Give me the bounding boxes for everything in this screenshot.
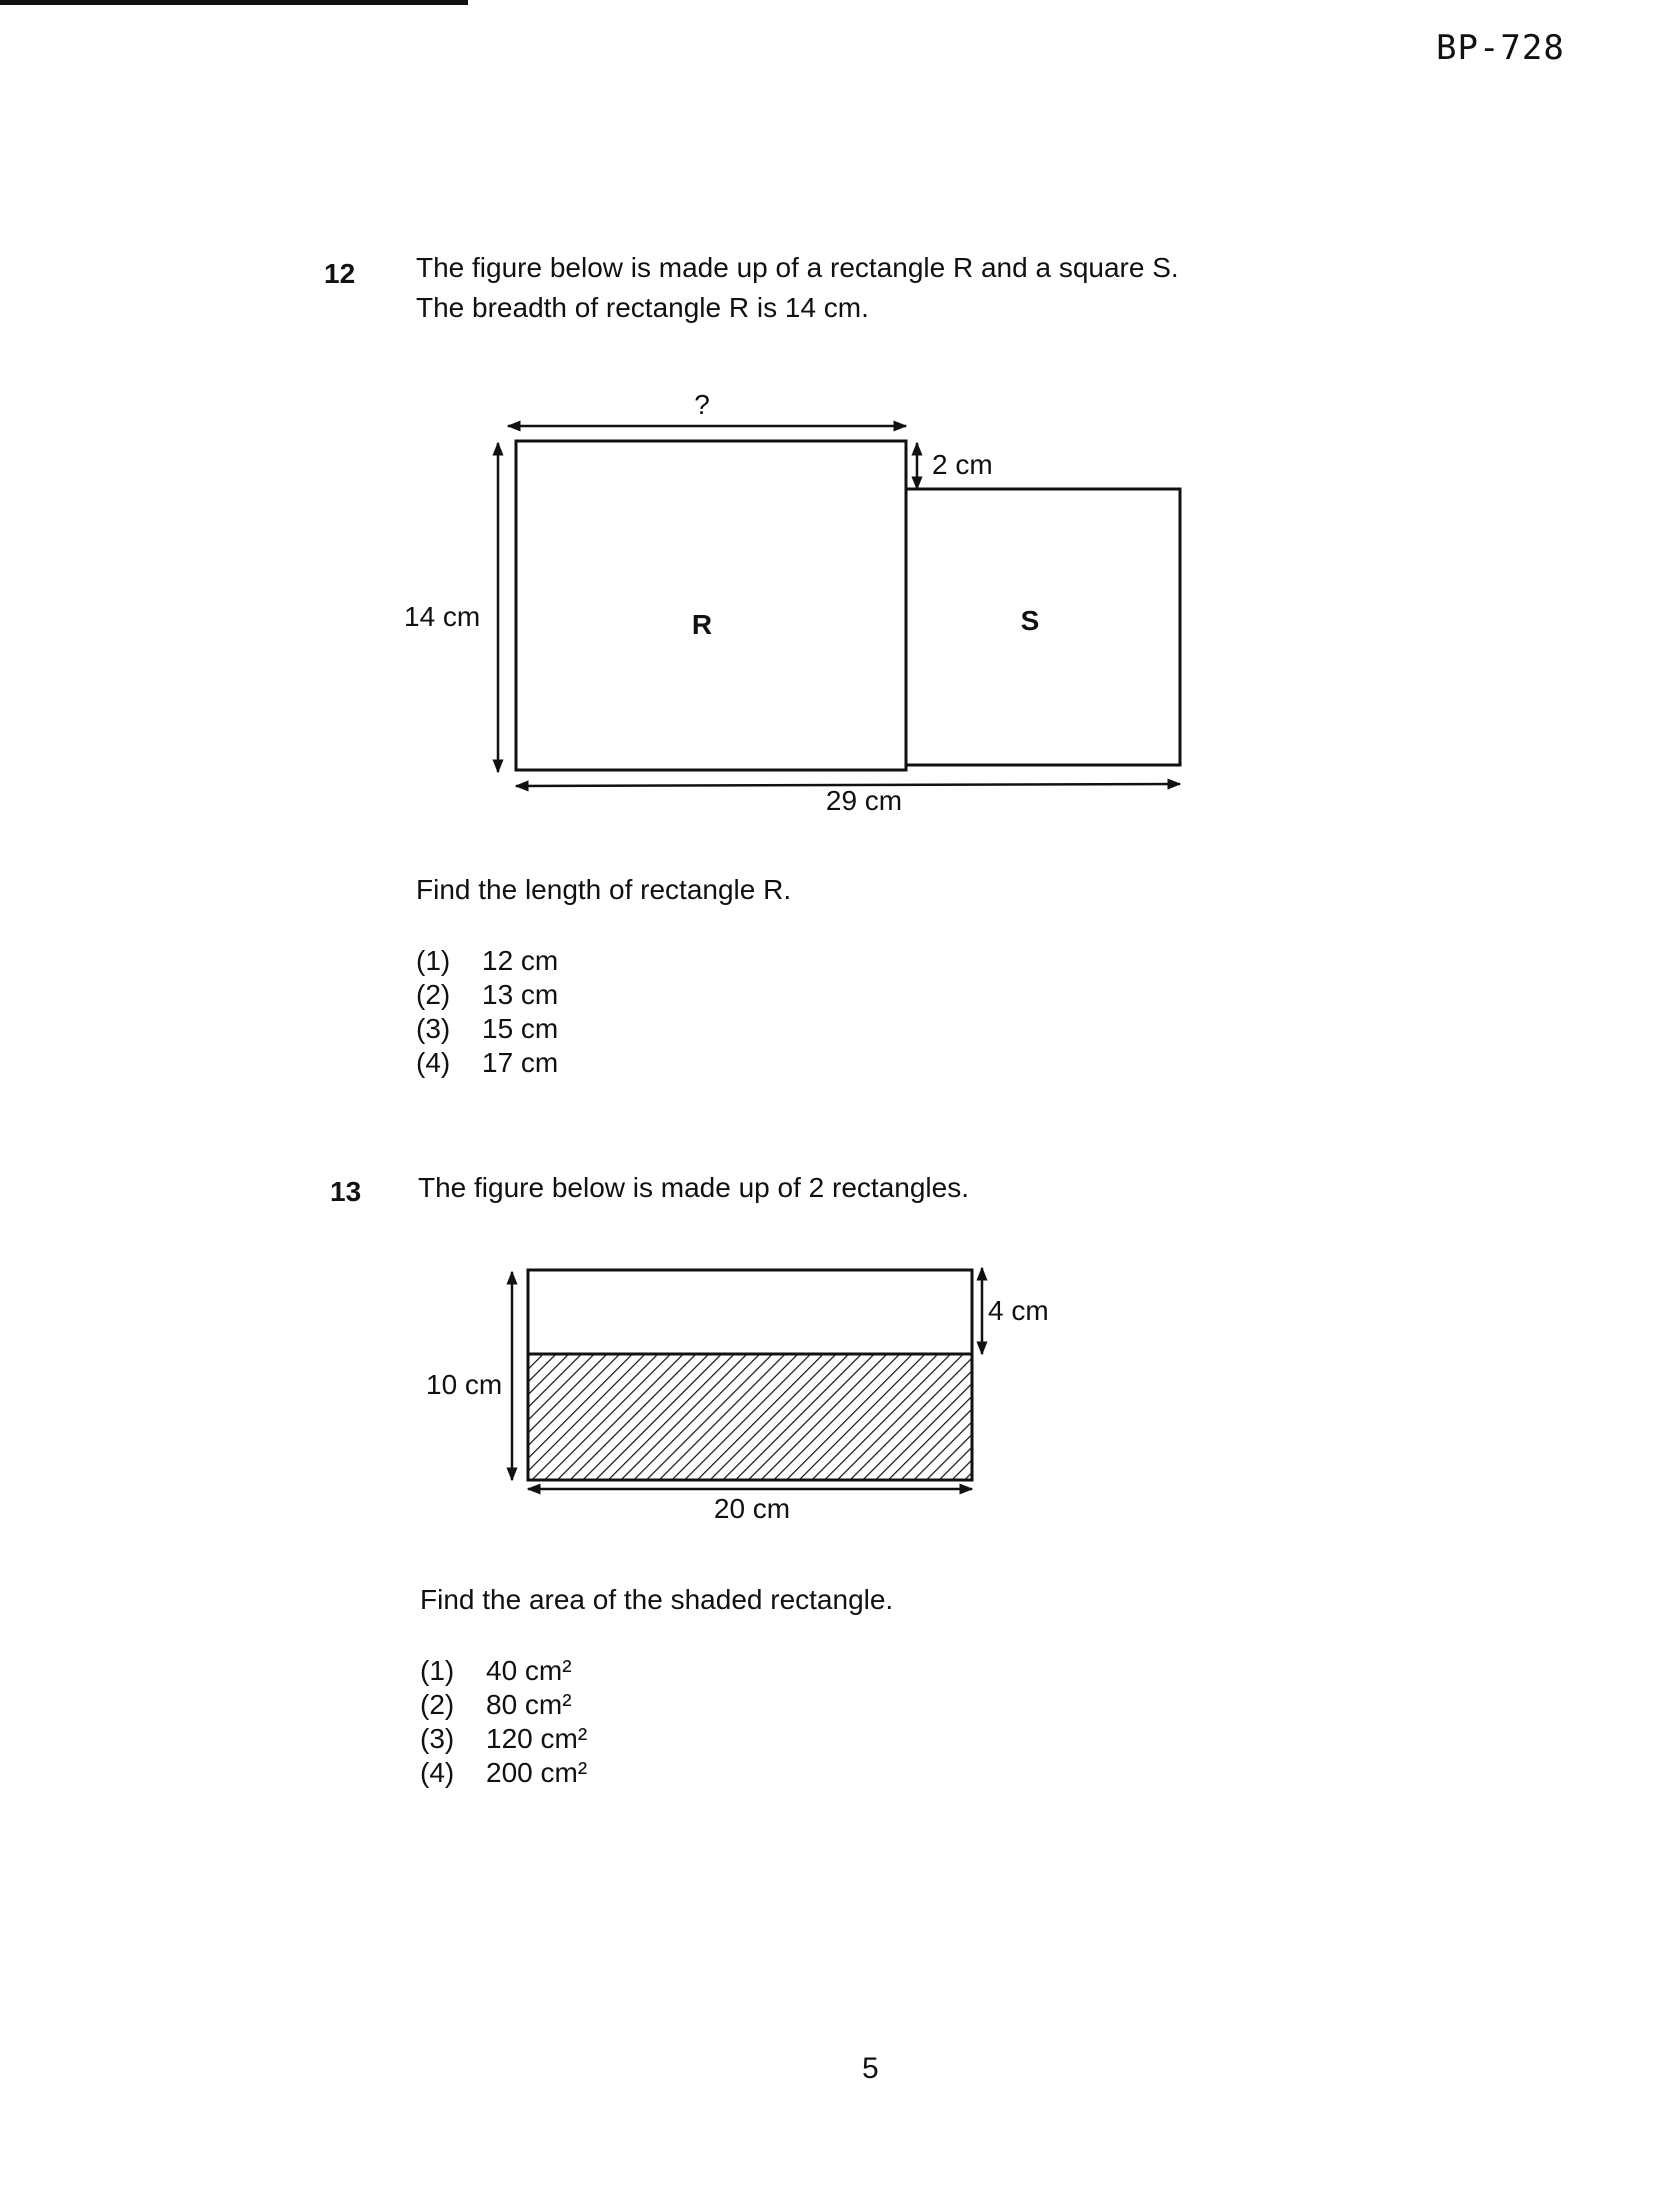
square-s (906, 489, 1180, 765)
square-s-label: S (1020, 605, 1040, 636)
top-part-label: 4 cm (988, 1295, 1049, 1326)
rectangle-r-label: R (691, 609, 713, 640)
breadth-label: 14 cm (404, 601, 481, 632)
option-item: (4) 17 cm (416, 1047, 559, 1078)
option-item: (2) 80 cm² (420, 1689, 572, 1720)
shaded-rectangle (528, 1354, 972, 1480)
question-13-number: 13 (330, 1176, 362, 1207)
figure-12 (404, 389, 1180, 816)
option-item: (4) 200 cm² (420, 1757, 588, 1788)
total-length-label: 29 cm (825, 785, 903, 816)
gap-label: 2 cm (932, 449, 993, 480)
option-item: (3) 120 cm² (420, 1723, 588, 1754)
document-code: BP-728 (1436, 28, 1565, 68)
width-label: 20 cm (713, 1493, 791, 1524)
top-rectangle (528, 1270, 972, 1354)
question-12-options (416, 944, 558, 1080)
rectangle-r (516, 441, 906, 770)
option-item: (3) 15 cm (416, 1013, 559, 1044)
question-13-options (420, 1654, 587, 1790)
question-13-line-1: The figure below is made up of 2 rectangles. (418, 1172, 969, 1203)
option-item: (1) 40 cm² (420, 1655, 572, 1686)
page-number: 5 (862, 2052, 879, 2085)
option-item: (2) 13 cm (416, 979, 559, 1010)
question-12-line-1: The figure below is made up of a rectangle R and a square S. (416, 252, 1179, 283)
question-12-prompt: Find the length of rectangle R. (416, 874, 792, 905)
question-13-text (418, 1168, 969, 1208)
question-12-line-2: The breadth of rectangle R is 14 cm. (416, 292, 869, 323)
option-item: (1) 12 cm (416, 945, 559, 976)
question-13-prompt: Find the area of the shaded rectangle. (420, 1584, 894, 1615)
question-12-number: 12 (324, 258, 356, 289)
figure-13 (426, 1268, 1049, 1524)
height-label: 10 cm (426, 1369, 503, 1400)
unknown-length-label: ? (694, 389, 710, 420)
